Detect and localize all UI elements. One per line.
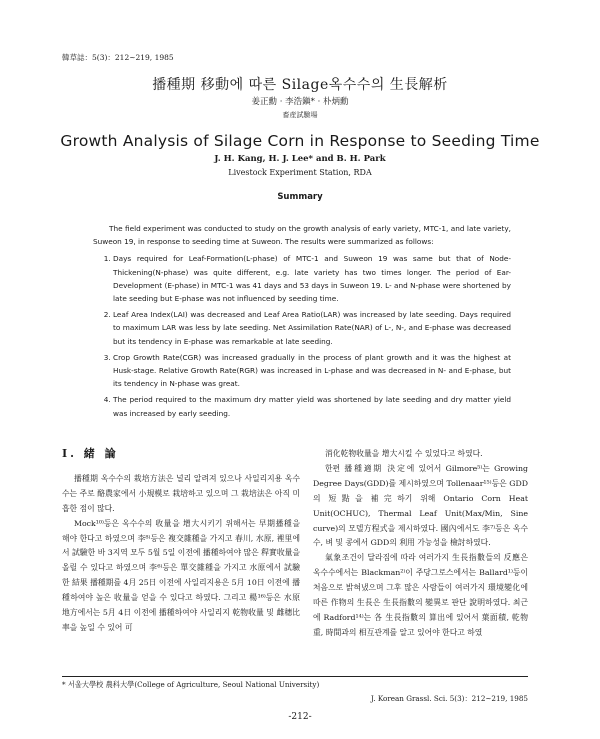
body-column-left [62, 447, 300, 636]
section-heading-introduction: I. 緒 論 [62, 447, 119, 460]
title-english: Growth Analysis of Silage Corn in Response to Seeding Time [60, 132, 540, 150]
journal-reference: 韓草誌：5(3)：212~219, 1985 [62, 53, 174, 62]
summary-item-4: 4. The period required to the maximum dry matter yield was shortened by late seeding and dry matter yield was increased by early seeding. [113, 393, 511, 419]
summary-list [93, 252, 511, 419]
body-paragraph: 播種期 옥수수의 栽培方法은 널리 알려져 있으나 사일리지용 옥수수는 주로 酪農家에서 小規模로 栽培하고 있으며 그 栽培法은 아직 미흡한 점이 많다. [62, 473, 300, 513]
affiliation-korean: 畜産試驗場 [282, 111, 318, 119]
body-paragraph: 消化乾物收量을 增大시킬 수 있었다고 하였다. [325, 449, 483, 458]
title-korean: 播種期 移動에 따른 Silage옥수수의 生長解析 [152, 77, 448, 93]
summary-heading: Summary [277, 192, 323, 202]
summary-item-3: 3. Crop Growth Rate(CGR) was increased gradually in the process of plant growth and it was the highest at Husk-stage. Relative Growth Rate(RGR) was increased in L-phase and was decreased in N- and E-phase, but its tendency in N-phase was great. [113, 351, 511, 391]
journal-citation: J. Korean Grassl. Sci. 5(3)：212~219, 1985 [370, 694, 528, 703]
summary-abstract [93, 222, 511, 423]
page-number: -212- [288, 712, 312, 722]
body-column-right [313, 447, 528, 641]
summary-item-1: 1. Days required for Leaf-Formation(L-phase) of MTC-1 and Suweon 19 was same but that of Node-Thickening(N-phase) was quite different, e.g. late variety has two times longer. The period of Ear-Development (E-phase) in MTC-1 was 41 days and 53 days in Suweon 19. L- and N-phase were shortened by late seeding but E-phase was not influenced by seeding time. [113, 252, 511, 305]
affiliation-english: Livestock Experiment Station, RDA [228, 168, 372, 177]
footnote: * 서울大學校 農科大學(College of Agriculture, Seoul National University) [62, 680, 320, 689]
summary-intro: The field experiment was conducted to study on the growth analysis of early variety, MTC-1, and late variety, Suweon 19, in response to seeding time at Suweon. The results were summarized as follows: [93, 224, 511, 247]
authors-english: J. H. Kang, H. J. Lee* and B. H. Park [214, 154, 386, 164]
body-paragraph: 한편 播種適期 決定에 있어서 Gilmore⁵⁾는 Growing Degree Days(GDD)를 제시하였으며 Tollenaar¹⁵⁾등은 GDD의 短點을 補完하기 위해 Ontario Corn Heat Unit(OCHUC), Thermal Leaf Unit(Max/Min, Sine curve)의 모델方程式을 제시하였다. 國內에서도 李⁷⁾등은 옥수수, 벼 및 콩에서 GDD의 利用 가능성을 檢討하였다. [313, 463, 528, 548]
body-paragraph: 氣象조건이 달라짐에 따라 여러가지 生長指數들의 反應은 옥수수에서는 Blackman²⁾이 주당그로스에서는 Ballard¹⁾등이 처음으로 밝혀냈으며 그후 많은 사람들이 여러가지 環境變化에 따른 作物의 生長은 生長指數의 變異로 판단 說明하였다. 최근에 Radford¹⁴⁾는 各 生長指數의 算出에 있어서 葉面積, 乾物重, 時間과의 相互관계를 알고 있어야 한다고 하였 [313, 553, 528, 637]
footnote-divider [62, 676, 528, 677]
authors-korean: 姜正勳 · 李浩鎭* · 朴炳勳 [251, 97, 349, 107]
body-paragraph: Mock¹⁰⁾등은 옥수수의 收量을 增大시키기 위해서는 早期播種을 해야 한다고 하였으며 李⁸⁾등은 複交雜種을 가지고 春川, 水原, 裡里에서 試驗한 바 3지역 모두 5월 5일 이전에 播種하여야 많은 稈實收量을 올릴 수 있다고 하였으며 李⁶⁾등은 單交雜種을 가지고 水原에서 試驗한 結果 播種期를 4月 25日 이전에 사일리지용은 5月 10日 이전에 播種하여야 높은 收量을 얻을 수 있다고 하였다. 그리고 楊¹⁶⁾등은 水原地方에서는 5月 4日 이전에 播種하여야 사일리지 乾物收量 및 雌穗比率을 높일 수 있어 可 [62, 518, 300, 632]
summary-item-2: 2. Leaf Area Index(LAI) was decreased and Leaf Area Ratio(LAR) was increased by late seeding. Days required to maximum LAR was less by late seeding. Net Assimilation Rate(NAR) of L-, N-, and E-phase was decreased but its tendency in E-phase was remarkable at late seeding. [113, 308, 511, 348]
